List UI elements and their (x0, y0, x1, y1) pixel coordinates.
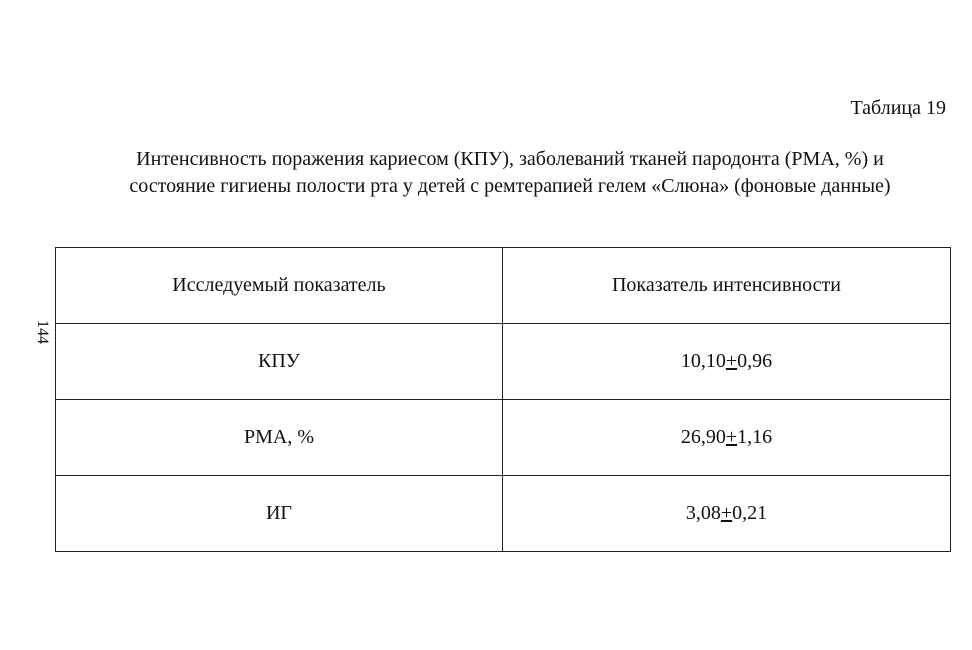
caption-line: Интенсивность поражения кариесом (КПУ), заболеваний тканей пародонта (РМА, %) и (136, 148, 884, 170)
value-cell (502, 324, 950, 400)
table-row (56, 400, 951, 476)
indicator-cell: ИГ (56, 476, 503, 552)
value-mean: 26,90 (680, 426, 726, 448)
value-cell (502, 476, 950, 552)
indicator-cell: РМА, % (56, 400, 503, 476)
table-row (56, 476, 951, 552)
indicator-cell: КПУ (56, 324, 503, 400)
table-number: Таблица 19 (850, 97, 946, 119)
value-error: 0,21 (732, 502, 768, 524)
table-header-row (56, 248, 951, 324)
caption-line: состояние гигиены полости рта у детей с ремтерапией гелем «Слюна» (фоновые данные) (129, 175, 891, 197)
table-row (56, 324, 951, 400)
data-table (55, 247, 951, 552)
plus-minus-sign: + (725, 426, 738, 448)
plus-minus-sign: + (720, 502, 733, 524)
page-number: 144 (34, 320, 51, 344)
column-header-intensity: Показатель интенсивности (502, 248, 950, 324)
value-error: 1,16 (737, 426, 773, 448)
value-mean: 3,08 (685, 502, 721, 524)
value-mean: 10,10 (680, 350, 726, 372)
value-cell (502, 400, 950, 476)
table-caption (60, 146, 960, 200)
plus-minus-sign: + (725, 350, 738, 372)
column-header-indicator: Исследуемый показатель (56, 248, 503, 324)
value-error: 0,96 (737, 350, 773, 372)
